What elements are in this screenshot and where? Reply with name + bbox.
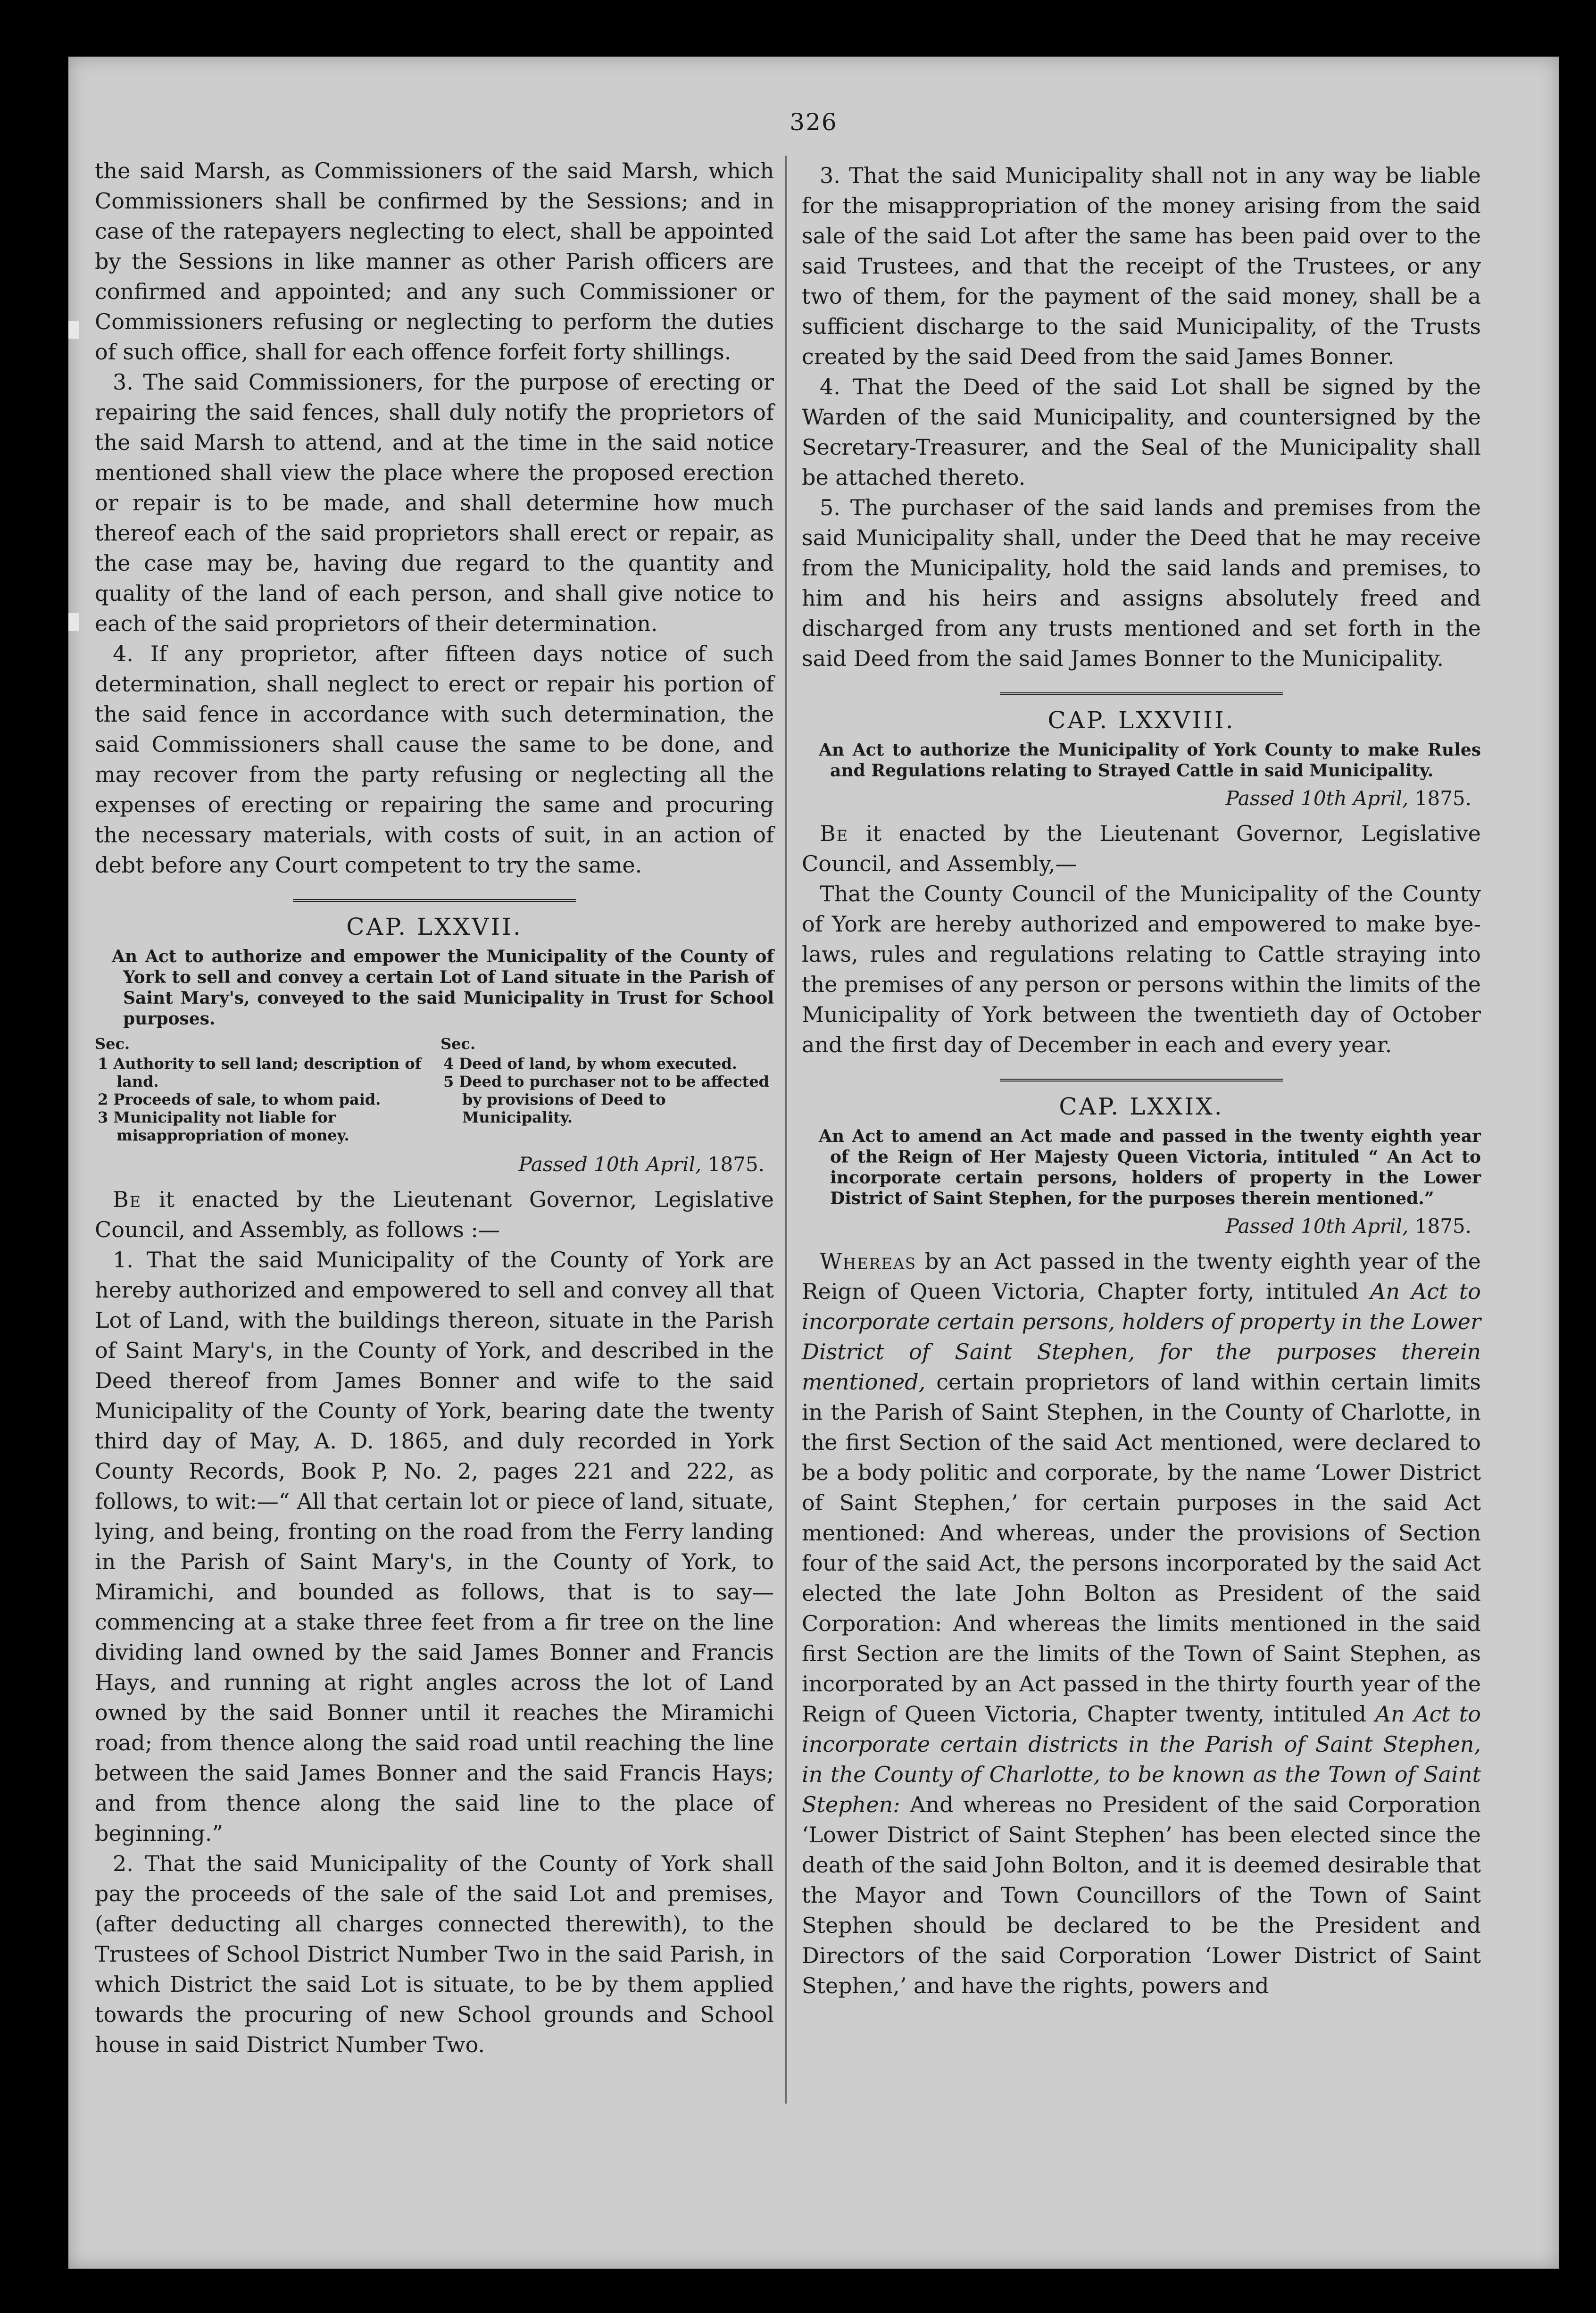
section-5-paragraph: 5. The purchaser of the said lands and premises from the said Municipality shall, under the Deed that he may receive from the Municipality, hold the said lands and premises, to him and his heirs and assigns absolutely freed and discharged from any trusts mentioned and set forth in the said Deed from the said James Bonner to the Municipality. <box>802 495 1481 671</box>
act-body: That the County Council of the Municipality of the County of York are hereby authorized and empowered to make bye-laws, rules and regulations relating to Cattle straying into the premises of any person or persons within the limits of the Municipality of York between the twentieth day of October and the first day of December in each and every year. <box>802 881 1481 1057</box>
enact-text: it enacted by the Lieutenant Governor, Legislative Council, and Assembly,— <box>802 821 1481 876</box>
preamble <box>802 1246 1481 2001</box>
section-4-paragraph: 4. If any proprietor, after fifteen days notice of such determination, shall neglect to erect or repair his portion of the said fence in accordance with such determination, the said Commissioners shall cause the same to be done, and may recover from the party refusing or neglecting all the expenses of erecting or repairing the same and procuring the necessary materials, with costs of suit, in an action of debt before any Court competent to try the same. <box>95 641 774 878</box>
enacting-clause <box>802 818 1481 879</box>
column-divider <box>785 156 787 2104</box>
whereas-initial: Whereas <box>820 1248 917 1274</box>
page-edge-mark <box>68 321 79 339</box>
right-column <box>802 160 1481 2001</box>
enact-initial: Be <box>113 1187 142 1212</box>
passed-day: 10th April, <box>594 1153 702 1176</box>
sec-label: Sec. <box>95 1035 130 1053</box>
cited-act-title: An Act to incorporate certain districts in the Parish of Saint Stephen, in the County of Charlotte, to be known as the Town of Saint Stephen: <box>802 1701 1481 1817</box>
chapter-divider <box>1000 692 1283 698</box>
page-number: 326 <box>790 108 838 136</box>
enact-text: it enacted by the Lieutenant Governor, Legislative Council, and Assembly, as follows :— <box>95 1187 774 1242</box>
sec-label: Sec. <box>441 1035 476 1053</box>
chapter-heading: CAP. LXXVII. <box>346 913 523 940</box>
section-summary-item: 1 Authority to sell land; description of land. <box>98 1055 422 1090</box>
passed-year: 1875. <box>707 1153 765 1176</box>
section-summary-left <box>95 1035 428 1144</box>
left-column <box>95 156 774 2060</box>
passed-date <box>95 1153 765 1176</box>
section-1-paragraph: 1. That the said Municipality of the County of York are hereby authorized and empowered to sell and convey all that Lot of Land, with the buildings thereon, situate in the Parish of Saint Mary's, in the County of York, and described in the Deed thereof from James Bonner and wife to the said Municipality of the County of York, bearing date the twenty third day of May, A. D. 1865, and duly recorded in York County Records, Book P, No. 2, pages 221 and 222, as follows, to wit:—“ All that certain lot or piece of land, situate, lying, and being, fronting on the road from the Ferry landing in the Parish of Saint Mary's, in the County of York, to Miramichi, and bounded as follows, that is to say—commencing at a stake three feet from a fir tree on the line dividing land owned by the said James Bonner and Francis Hays, and running at right angles across the lot of Land owned by the said Bonner until it reaches the Miramichi road; from thence along the said road until reaching the line between the said James Bonner and the said Francis Hays; and from thence along the said line to the place of beginning.” <box>95 1247 774 1846</box>
scanned-page <box>68 57 1559 2269</box>
preamble-text-c: And whereas no President of the said Corporation ‘Lower District of Saint Stephen’ has been elected since the death of the said John Bolton, and it is deemed desirable that the Mayor and Town Councillors of the Town of Saint Stephen should be declared to be the President and Directors of the said Corporation ‘Lower District of Saint Stephen,’ and have the rights, powers and <box>802 1792 1481 1998</box>
passed-date <box>802 1215 1471 1238</box>
passed-word: Passed <box>1225 1215 1295 1238</box>
page-edge-mark <box>68 613 79 631</box>
section-4-paragraph: 4. That the Deed of the said Lot shall be signed by the Warden of the said Municipality, and countersigned by the Secretary-Treasurer, and the Seal of the Municipality shall be attached thereto. <box>802 374 1481 490</box>
enact-initial: Be <box>820 821 849 846</box>
paragraph-continuation: the said Marsh, as Commissioners of the said Marsh, which Commissioners shall be confirmed by the Sessions; and in case of the ratepayers neglecting to elect, shall be appointed by the Sessions in like manner as other Parish officers are confirmed and appointed; and any such Commissioner or Commissioners refusing or neglecting to perform the duties of such office, shall for each offence forfeit forty shillings. <box>95 158 774 365</box>
act-title: An Act to authorize and empower the Municipality of the County of York to sell and convey a certain Lot of Land situate in the Parish of Saint Mary's, conveyed to the said Municipality in Trust for School purposes. <box>112 947 774 1029</box>
section-3-paragraph: 3. The said Commissioners, for the purpose of erecting or repairing the said fences, shall duly notify the proprietors of the said Marsh to attend, and at the time in the said notice mentioned shall view the place where the proposed erection or repair is to be made, and shall determine how much thereof each of the said proprietors shall erect or repair, as the case may be, having due regard to the quantity and quality of the land of each person, and shall give notice to each of the said proprietors of their determination. <box>95 369 774 636</box>
section-summary <box>95 1035 774 1144</box>
section-summary-item: 3 Municipality not liable for misappropriation of money. <box>98 1108 349 1144</box>
cited-act-title: An Act to incorporate certain persons, holders of property in the Lower District of Saint Stephen, for the purposes therein mentioned, <box>802 1279 1481 1395</box>
section-summary-item: 4 Deed of land, by whom executed. <box>443 1055 737 1073</box>
passed-day: 10th April, <box>1301 787 1409 810</box>
section-summary-item: 2 Proceeds of sale, to whom paid. <box>98 1090 381 1108</box>
chapter-divider <box>1000 1079 1283 1084</box>
passed-date <box>802 787 1471 810</box>
section-summary-item: 5 Deed to purchaser not to be affected by provisions of Deed to Municipality. <box>443 1073 770 1126</box>
act-title: An Act to amend an Act made and passed in the twenty eighth year of the Reign of Her Majesty Queen Victoria, intituled “ An Act to incorporate certain persons, holders of property in the Lower District of Saint Stephen, for the purposes therein mentioned.” <box>819 1126 1481 1208</box>
chapter-heading: CAP. LXXVIII. <box>1047 707 1235 734</box>
preamble-text-b: certain proprietors of land within certain limits in the Parish of Saint Stephen, in the County of Charlotte, in the first Section of the said Act mentioned, were declared to be a body politic and corporate, by the name ‘Lower District of Saint Stephen,’ for certain purposes in the said Act mentioned: And whereas, under the provisions of Section four of the said Act, the persons incorporated by the said Act elected the late John Bolton as President of the said Corporation: And whereas the limits mentioned in the said first Section are the limits of the Town of Saint Stephen, as incorporated by an Act passed in the thirty fourth year of the Reign of Queen Victoria, Chapter twenty, intituled <box>802 1369 1481 1727</box>
passed-year: 1875. <box>1414 1215 1471 1238</box>
section-summary-right <box>441 1035 774 1144</box>
section-3-paragraph: 3. That the said Municipality shall not in any way be liable for the misappropriation of the money arising from the said sale of the said Lot after the same has been paid over to the said Trustees, and that the receipt of the Trustees, or any two of them, for the payment of the said money, shall be a sufficient discharge to the said Municipality, of the Trusts created by the said Deed from the said James Bonner. <box>802 163 1481 369</box>
chapter-heading: CAP. LXXIX. <box>1059 1093 1224 1120</box>
chapter-divider <box>293 899 576 905</box>
enacting-clause <box>95 1184 774 1245</box>
passed-year: 1875. <box>1414 787 1471 810</box>
preamble-text-a: by an Act passed in the twenty eighth year of the Reign of Queen Victoria, Chapter forty, intituled <box>802 1248 1481 1304</box>
passed-word: Passed <box>1225 787 1295 810</box>
passed-day: 10th April, <box>1301 1215 1409 1238</box>
act-title: An Act to authorize the Municipality of York County to make Rules and Regulations relating to Strayed Cattle in said Municipality. <box>819 740 1481 781</box>
passed-word: Passed <box>518 1153 588 1176</box>
section-2-paragraph: 2. That the said Municipality of the County of York shall pay the proceeds of the sale of the said Lot and premises, (after deducting all charges connected therewith), to the Trustees of School District Number Two in the said Parish, in which District the said Lot is situate, to be by them applied towards the procuring of new School grounds and School house in said District Number Two. <box>95 1851 774 2057</box>
